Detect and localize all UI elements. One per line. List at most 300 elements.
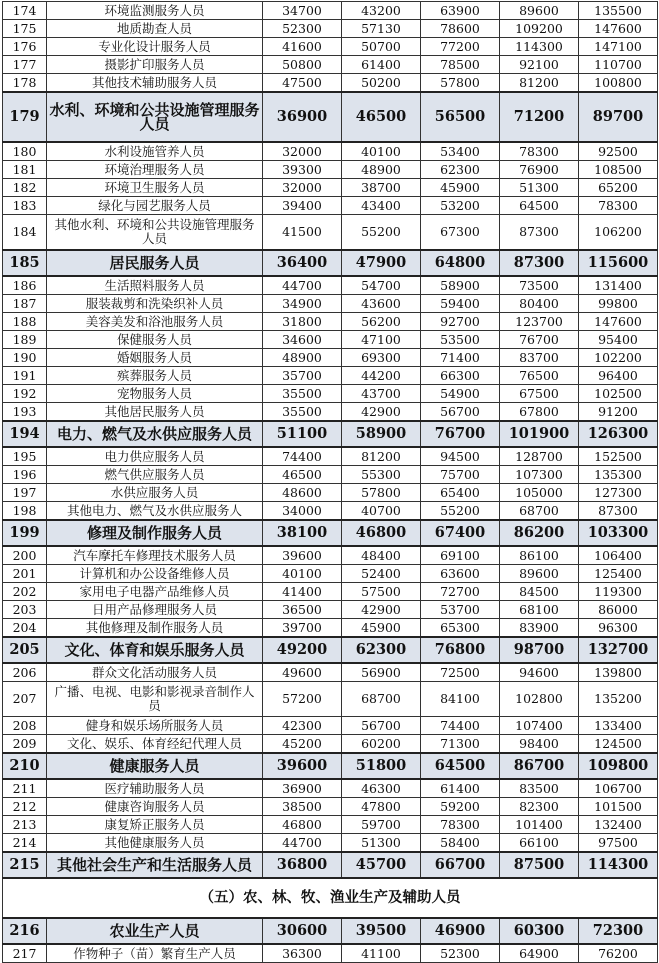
wage-value: 56700 [421, 403, 500, 422]
occupation-name: 地质勘查人员 [47, 20, 263, 38]
wage-value: 78300 [500, 142, 579, 161]
wage-value: 92500 [579, 142, 658, 161]
table-row [3, 717, 658, 735]
wage-value: 48600 [263, 484, 342, 502]
row-number: 178 [3, 74, 47, 93]
wage-value: 107300 [500, 466, 579, 484]
occupation-name: 广播、电视、电影和影视录音制作人员 [47, 682, 263, 717]
occupation-name: 健身和娱乐场所服务人员 [47, 717, 263, 735]
table-row [3, 142, 658, 161]
wage-value: 39600 [263, 753, 342, 779]
wage-value: 127300 [579, 484, 658, 502]
wage-value: 95400 [579, 331, 658, 349]
occupation-name: 水供应服务人员 [47, 484, 263, 502]
occupation-name: 日用产品修理服务人员 [47, 601, 263, 619]
wage-value: 96400 [579, 367, 658, 385]
wage-value: 46800 [263, 816, 342, 834]
occupation-name: 文化、娱乐、体育经纪代理人员 [47, 735, 263, 754]
occupation-name: 健康咨询服务人员 [47, 798, 263, 816]
table-row [3, 816, 658, 834]
wage-value: 40100 [263, 565, 342, 583]
row-number: 174 [3, 2, 47, 20]
row-number: 202 [3, 583, 47, 601]
wage-value: 64500 [421, 753, 500, 779]
wage-value: 66300 [421, 367, 500, 385]
table-row [3, 215, 658, 251]
table-row [3, 2, 658, 20]
table-row [3, 834, 658, 853]
row-number: 209 [3, 735, 47, 754]
occupation-name: 作物种子（苗）繁育生产人员 [47, 944, 263, 963]
wage-value: 152500 [579, 447, 658, 466]
row-number: 215 [3, 852, 47, 878]
wage-value: 109800 [579, 753, 658, 779]
wage-value: 39500 [342, 918, 421, 944]
occupation-name: 环境卫生服务人员 [47, 179, 263, 197]
wage-value: 86200 [500, 520, 579, 546]
category-row [3, 852, 658, 878]
wage-value: 105000 [500, 484, 579, 502]
wage-value: 46300 [342, 779, 421, 798]
wage-value: 115600 [579, 250, 658, 276]
table-row [3, 447, 658, 466]
wage-value: 43400 [342, 197, 421, 215]
row-number: 184 [3, 215, 47, 251]
table-row [3, 944, 658, 963]
wage-value: 67400 [421, 520, 500, 546]
wage-value: 139800 [579, 663, 658, 682]
wage-value: 53400 [421, 142, 500, 161]
category-row [3, 421, 658, 447]
wage-value: 64900 [500, 944, 579, 963]
wage-value: 100800 [579, 74, 658, 93]
table-row [3, 735, 658, 754]
wage-value: 62300 [421, 161, 500, 179]
wage-value: 106700 [579, 779, 658, 798]
wage-value: 123700 [500, 313, 579, 331]
wage-value: 109200 [500, 20, 579, 38]
wage-value: 84100 [421, 682, 500, 717]
wage-value: 132400 [579, 816, 658, 834]
wage-value: 55200 [342, 215, 421, 251]
category-row [3, 250, 658, 276]
wage-value: 101500 [579, 798, 658, 816]
wage-value: 98700 [500, 637, 579, 663]
wage-value: 48900 [263, 349, 342, 367]
wage-value: 46900 [421, 918, 500, 944]
wage-value: 31800 [263, 313, 342, 331]
occupation-name: 其他技术辅助服务人员 [47, 74, 263, 93]
wage-value: 119300 [579, 583, 658, 601]
wage-value: 57800 [421, 74, 500, 93]
wage-value: 64500 [500, 197, 579, 215]
row-number: 187 [3, 295, 47, 313]
wage-value: 49600 [263, 663, 342, 682]
row-number: 211 [3, 779, 47, 798]
wage-value: 128700 [500, 447, 579, 466]
wage-value: 46500 [342, 92, 421, 142]
occupation-name: 服装裁剪和洗染织补人员 [47, 295, 263, 313]
wage-value: 147600 [579, 313, 658, 331]
wage-value: 56200 [342, 313, 421, 331]
wage-value: 87300 [500, 215, 579, 251]
table-row [3, 38, 658, 56]
table-row [3, 403, 658, 422]
table-row [3, 484, 658, 502]
wage-value: 36300 [263, 944, 342, 963]
row-number: 217 [3, 944, 47, 963]
table-row [3, 197, 658, 215]
occupation-name: 医疗辅助服务人员 [47, 779, 263, 798]
wage-value: 51800 [342, 753, 421, 779]
wage-value: 96300 [579, 619, 658, 638]
table-row [3, 565, 658, 583]
table-row [3, 295, 658, 313]
table-row [3, 601, 658, 619]
wage-value: 72500 [421, 663, 500, 682]
table-body [3, 2, 658, 963]
wage-value: 125400 [579, 565, 658, 583]
wage-value: 36400 [263, 250, 342, 276]
wage-value: 54700 [342, 276, 421, 295]
wage-value: 50800 [263, 56, 342, 74]
wage-value: 51300 [500, 179, 579, 197]
row-number: 196 [3, 466, 47, 484]
occupation-name: 摄影扩印服务人员 [47, 56, 263, 74]
wage-value: 32000 [263, 142, 342, 161]
wage-value: 72700 [421, 583, 500, 601]
occupation-name: 康复矫正服务人员 [47, 816, 263, 834]
occupation-name: 健康服务人员 [47, 753, 263, 779]
row-number: 197 [3, 484, 47, 502]
table-row [3, 798, 658, 816]
wage-value: 101400 [500, 816, 579, 834]
wage-value: 41500 [263, 215, 342, 251]
wage-value: 89700 [579, 92, 658, 142]
row-number: 192 [3, 385, 47, 403]
wage-value: 103300 [579, 520, 658, 546]
wage-value: 135200 [579, 682, 658, 717]
wage-value: 72300 [579, 918, 658, 944]
occupation-name: 文化、体育和娱乐服务人员 [47, 637, 263, 663]
wage-value: 39600 [263, 546, 342, 565]
wage-value: 66700 [421, 852, 500, 878]
row-number: 177 [3, 56, 47, 74]
wage-value: 34900 [263, 295, 342, 313]
wage-value: 89600 [500, 565, 579, 583]
wage-value: 32000 [263, 179, 342, 197]
table-row [3, 385, 658, 403]
wage-value: 68100 [500, 601, 579, 619]
row-number: 210 [3, 753, 47, 779]
wage-value: 66100 [500, 834, 579, 853]
wage-value: 73500 [500, 276, 579, 295]
section-title: （五）农、林、牧、渔业生产及辅助人员 [3, 878, 658, 918]
wage-value: 44200 [342, 367, 421, 385]
wage-value: 44700 [263, 834, 342, 853]
wage-value: 36900 [263, 92, 342, 142]
wage-value: 53500 [421, 331, 500, 349]
wage-value: 47100 [342, 331, 421, 349]
wage-value: 106400 [579, 546, 658, 565]
wage-value: 38500 [263, 798, 342, 816]
row-number: 181 [3, 161, 47, 179]
wage-value: 68700 [500, 502, 579, 521]
occupation-name: 电力供应服务人员 [47, 447, 263, 466]
occupation-name: 电力、燃气及水供应服务人员 [47, 421, 263, 447]
wage-value: 69300 [342, 349, 421, 367]
wage-value: 55300 [342, 466, 421, 484]
category-row [3, 637, 658, 663]
wage-value: 102800 [500, 682, 579, 717]
occupation-name: 群众文化活动服务人员 [47, 663, 263, 682]
occupation-name: 环境治理服务人员 [47, 161, 263, 179]
wage-value: 74400 [263, 447, 342, 466]
wage-value: 40700 [342, 502, 421, 521]
row-number: 190 [3, 349, 47, 367]
table-row [3, 546, 658, 565]
wage-value: 30600 [263, 918, 342, 944]
wage-value: 36900 [263, 779, 342, 798]
wage-value: 64800 [421, 250, 500, 276]
row-number: 199 [3, 520, 47, 546]
wage-value: 57800 [342, 484, 421, 502]
occupation-name: 婚姻服务人员 [47, 349, 263, 367]
occupation-name: 家用电子电器产品维修人员 [47, 583, 263, 601]
table-row [3, 663, 658, 682]
wage-value: 101900 [500, 421, 579, 447]
wage-value: 82300 [500, 798, 579, 816]
wage-value: 40100 [342, 142, 421, 161]
wage-value: 38700 [342, 179, 421, 197]
occupation-name: 美容美发和浴池服务人员 [47, 313, 263, 331]
occupation-name: 居民服务人员 [47, 250, 263, 276]
occupation-name: 其他水利、环境和公共设施管理服务人员 [47, 215, 263, 251]
wage-value: 52300 [263, 20, 342, 38]
occupation-name: 其他健康服务人员 [47, 834, 263, 853]
wage-value: 42900 [342, 601, 421, 619]
wage-value: 53200 [421, 197, 500, 215]
wage-value: 83900 [500, 619, 579, 638]
wage-table [2, 1, 658, 963]
wage-value: 74400 [421, 717, 500, 735]
wage-value: 36500 [263, 601, 342, 619]
wage-value: 108500 [579, 161, 658, 179]
wage-value: 98400 [500, 735, 579, 754]
wage-value: 86700 [500, 753, 579, 779]
wage-value: 80400 [500, 295, 579, 313]
wage-value: 78300 [579, 197, 658, 215]
wage-value: 65200 [579, 179, 658, 197]
wage-value: 41100 [342, 944, 421, 963]
wage-value: 36800 [263, 852, 342, 878]
wage-value: 39400 [263, 197, 342, 215]
table-row [3, 367, 658, 385]
wage-value: 47500 [263, 74, 342, 93]
wage-value: 84500 [500, 583, 579, 601]
row-number: 203 [3, 601, 47, 619]
wage-value: 34000 [263, 502, 342, 521]
occupation-name: 其他居民服务人员 [47, 403, 263, 422]
wage-value: 78300 [421, 816, 500, 834]
wage-value: 76800 [421, 637, 500, 663]
row-number: 206 [3, 663, 47, 682]
wage-value: 59400 [421, 295, 500, 313]
wage-value: 147100 [579, 38, 658, 56]
wage-value: 57500 [342, 583, 421, 601]
wage-value: 107400 [500, 717, 579, 735]
wage-value: 58400 [421, 834, 500, 853]
occupation-name: 环境监测服务人员 [47, 2, 263, 20]
wage-value: 60300 [500, 918, 579, 944]
row-number: 188 [3, 313, 47, 331]
wage-value: 76900 [500, 161, 579, 179]
wage-value: 102200 [579, 349, 658, 367]
wage-value: 133400 [579, 717, 658, 735]
occupation-name: 其他社会生产和生活服务人员 [47, 852, 263, 878]
wage-value: 71400 [421, 349, 500, 367]
wage-value: 43200 [342, 2, 421, 20]
wage-value: 35500 [263, 385, 342, 403]
wage-value: 39300 [263, 161, 342, 179]
wage-value: 45700 [342, 852, 421, 878]
occupation-name: 专业化设计服务人员 [47, 38, 263, 56]
wage-value: 41600 [263, 38, 342, 56]
wage-value: 114300 [579, 852, 658, 878]
wage-value: 97500 [579, 834, 658, 853]
row-number: 200 [3, 546, 47, 565]
category-row [3, 918, 658, 944]
occupation-name: 计算机和办公设备维修人员 [47, 565, 263, 583]
occupation-name: 水利设施管养人员 [47, 142, 263, 161]
wage-value: 81200 [342, 447, 421, 466]
wage-value: 71300 [421, 735, 500, 754]
wage-value: 76500 [500, 367, 579, 385]
wage-value: 78500 [421, 56, 500, 74]
occupation-name: 保健服务人员 [47, 331, 263, 349]
wage-value: 89600 [500, 2, 579, 20]
wage-value: 49200 [263, 637, 342, 663]
wage-value: 71200 [500, 92, 579, 142]
wage-value: 81200 [500, 74, 579, 93]
wage-value: 135500 [579, 2, 658, 20]
table-row [3, 161, 658, 179]
wage-value: 83700 [500, 349, 579, 367]
row-number: 186 [3, 276, 47, 295]
wage-value: 42900 [342, 403, 421, 422]
wage-value: 61400 [342, 56, 421, 74]
category-row [3, 92, 658, 142]
wage-value: 43600 [342, 295, 421, 313]
row-number: 216 [3, 918, 47, 944]
occupation-name: 殡葬服务人员 [47, 367, 263, 385]
wage-value: 76700 [500, 331, 579, 349]
wage-value: 56500 [421, 92, 500, 142]
wage-value: 57130 [342, 20, 421, 38]
wage-value: 76700 [421, 421, 500, 447]
wage-value: 38100 [263, 520, 342, 546]
wage-value: 59700 [342, 816, 421, 834]
wage-value: 47800 [342, 798, 421, 816]
wage-value: 51100 [263, 421, 342, 447]
row-number: 191 [3, 367, 47, 385]
row-number: 189 [3, 331, 47, 349]
wage-value: 83500 [500, 779, 579, 798]
wage-value: 47900 [342, 250, 421, 276]
category-row [3, 753, 658, 779]
table-row [3, 583, 658, 601]
wage-value: 92700 [421, 313, 500, 331]
table-row [3, 74, 658, 93]
wage-value: 55200 [421, 502, 500, 521]
row-number: 212 [3, 798, 47, 816]
wage-value: 52400 [342, 565, 421, 583]
wage-value: 126300 [579, 421, 658, 447]
wage-value: 94600 [500, 663, 579, 682]
row-number: 195 [3, 447, 47, 466]
wage-value: 110700 [579, 56, 658, 74]
wage-value: 58900 [342, 421, 421, 447]
wage-value: 41400 [263, 583, 342, 601]
wage-value: 61400 [421, 779, 500, 798]
row-number: 193 [3, 403, 47, 422]
row-number: 185 [3, 250, 47, 276]
wage-value: 58900 [421, 276, 500, 295]
wage-value: 34700 [263, 2, 342, 20]
wage-value: 63600 [421, 565, 500, 583]
wage-value: 78600 [421, 20, 500, 38]
occupation-name: 汽车摩托车修理技术服务人员 [47, 546, 263, 565]
wage-value: 63900 [421, 2, 500, 20]
wage-value: 67300 [421, 215, 500, 251]
row-number: 198 [3, 502, 47, 521]
occupation-name: 农业生产人员 [47, 918, 263, 944]
wage-value: 99800 [579, 295, 658, 313]
wage-value: 56900 [342, 663, 421, 682]
row-number: 205 [3, 637, 47, 663]
wage-value: 60200 [342, 735, 421, 754]
table-row [3, 56, 658, 74]
wage-value: 46500 [263, 466, 342, 484]
table-row [3, 313, 658, 331]
wage-value: 94500 [421, 447, 500, 466]
wage-value: 132700 [579, 637, 658, 663]
row-number: 182 [3, 179, 47, 197]
row-number: 214 [3, 834, 47, 853]
wage-value: 68700 [342, 682, 421, 717]
wage-value: 62300 [342, 637, 421, 663]
occupation-name: 其他电力、燃气及水供应服务人 [47, 502, 263, 521]
table-row [3, 682, 658, 717]
wage-value: 42300 [263, 717, 342, 735]
wage-value: 45900 [342, 619, 421, 638]
wage-value: 57200 [263, 682, 342, 717]
table-row [3, 276, 658, 295]
row-number: 207 [3, 682, 47, 717]
table-row [3, 349, 658, 367]
table-row [3, 502, 658, 521]
row-number: 183 [3, 197, 47, 215]
wage-value: 59200 [421, 798, 500, 816]
wage-value: 102500 [579, 385, 658, 403]
row-number: 213 [3, 816, 47, 834]
wage-value: 45900 [421, 179, 500, 197]
occupation-name: 生活照料服务人员 [47, 276, 263, 295]
wage-value: 50700 [342, 38, 421, 56]
occupation-name: 燃气供应服务人员 [47, 466, 263, 484]
row-number: 208 [3, 717, 47, 735]
wage-value: 53700 [421, 601, 500, 619]
